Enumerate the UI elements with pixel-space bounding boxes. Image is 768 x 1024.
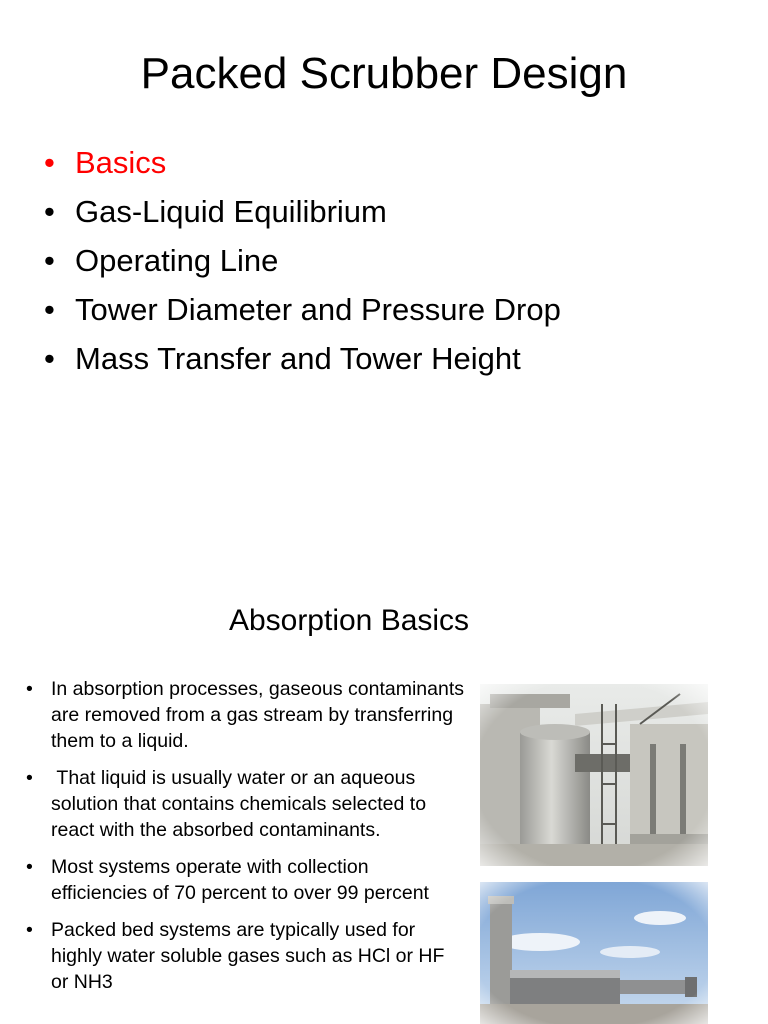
bullet-point [26, 917, 466, 995]
bullet-text: That liquid is usually water or an aqueous solution that contains chemicals selected to react with the absorbed contaminants. [51, 767, 432, 841]
agenda-item-basics [44, 138, 561, 187]
bullet-text: In absorption processes, gaseous contaminants are removed from a gas stream by transferring them to a liquid. [51, 678, 464, 752]
scrubber-tank-photo [480, 684, 708, 866]
agenda-item-gas-liquid-equilibrium [44, 187, 561, 236]
bullet-icon: • [26, 856, 33, 878]
agenda-list [44, 138, 561, 383]
bullet-list [26, 676, 466, 1006]
bullet-icon: • [26, 767, 33, 789]
agenda-item-mass-transfer [44, 334, 561, 383]
scrubber-rooftop-photo [480, 882, 708, 1024]
agenda-item-tower-diameter [44, 285, 561, 334]
bullet-icon: • [44, 341, 55, 376]
slide-title: Absorption Basics [228, 604, 470, 637]
bullet-icon: • [26, 919, 33, 941]
slide-title: Packed Scrubber Design [140, 49, 628, 98]
bullet-icon: • [44, 194, 55, 229]
agenda-item-label: Mass Transfer and Tower Height [75, 341, 521, 376]
agenda-item-operating-line [44, 236, 561, 285]
bullet-icon: • [44, 292, 55, 327]
bullet-point [26, 854, 466, 906]
bullet-icon: • [44, 243, 55, 278]
agenda-item-label: Operating Line [75, 243, 279, 278]
agenda-item-label: Tower Diameter and Pressure Drop [75, 292, 561, 327]
bullet-icon: • [26, 678, 33, 700]
agenda-item-label: Gas-Liquid Equilibrium [75, 194, 387, 229]
slide-2 [0, 560, 768, 1024]
bullet-point [26, 676, 466, 754]
bullet-icon: • [44, 145, 55, 180]
bullet-point [26, 765, 466, 843]
bullet-text: Most systems operate with collection efficiencies of 70 percent to over 99 percent [51, 856, 429, 904]
agenda-item-label: Basics [75, 145, 167, 180]
bullet-text: Packed bed systems are typically used for highly water soluble gases such as HCl or HF or NH3 [51, 919, 445, 993]
